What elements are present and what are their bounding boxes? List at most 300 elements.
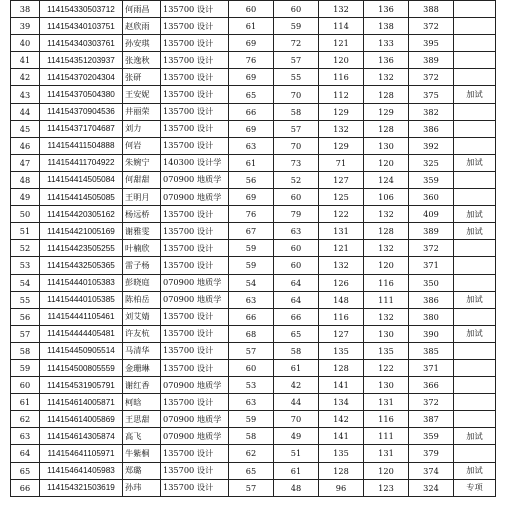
table-row [11, 342, 496, 359]
score-4-cell: 136 [364, 1, 409, 18]
table-row [11, 479, 496, 496]
score-4-cell: 128 [364, 120, 409, 137]
score-3-cell: 141 [319, 428, 364, 445]
table-row [11, 154, 496, 171]
note-cell [454, 18, 496, 35]
score-3-cell: 120 [319, 52, 364, 69]
student-name-cell: 陈柏岳 [123, 291, 161, 308]
score-2-cell: 73 [274, 154, 319, 171]
score-2-cell: 64 [274, 291, 319, 308]
exam-id-cell: 114154351203937 [40, 52, 123, 69]
note-cell: 加试 [454, 428, 496, 445]
score-2-cell: 60 [274, 240, 319, 257]
total-score-cell: 372 [409, 69, 454, 86]
student-name-cell: 王思甜 [123, 411, 161, 428]
row-number-cell: 60 [11, 377, 40, 394]
score-3-cell: 134 [319, 394, 364, 411]
total-score-cell: 360 [409, 189, 454, 206]
student-name-cell: 杨远桥 [123, 206, 161, 223]
student-name-cell: 赵欣雨 [123, 18, 161, 35]
exam-id-cell: 114154614005869 [40, 411, 123, 428]
score-1-cell: 56 [229, 171, 274, 188]
score-1-cell: 54 [229, 274, 274, 291]
score-2-cell: 61 [274, 359, 319, 376]
total-score-cell: 409 [409, 206, 454, 223]
major-cell: 135700 设计 [161, 103, 229, 120]
score-2-cell: 79 [274, 206, 319, 223]
student-name-cell: 叶楠欣 [123, 240, 161, 257]
table-row [11, 86, 496, 103]
row-number-cell: 66 [11, 479, 40, 496]
score-1-cell: 76 [229, 52, 274, 69]
score-2-cell: 58 [274, 103, 319, 120]
student-name-cell: 牛紫桐 [123, 445, 161, 462]
table-row [11, 428, 496, 445]
exam-id-cell: 114154370204304 [40, 69, 123, 86]
score-4-cell: 130 [364, 325, 409, 342]
exam-id-cell: 114154411704922 [40, 154, 123, 171]
note-cell: 加试 [454, 291, 496, 308]
total-score-cell: 389 [409, 223, 454, 240]
table-row [11, 137, 496, 154]
score-4-cell: 128 [364, 86, 409, 103]
score-2-cell: 58 [274, 342, 319, 359]
exam-id-cell: 114154421005169 [40, 223, 123, 240]
score-2-cell: 51 [274, 445, 319, 462]
major-cell: 070900 地质学 [161, 189, 229, 206]
score-3-cell: 116 [319, 69, 364, 86]
score-3-cell: 121 [319, 240, 364, 257]
score-1-cell: 62 [229, 445, 274, 462]
score-4-cell: 135 [364, 342, 409, 359]
exam-id-cell: 114154432505365 [40, 257, 123, 274]
note-cell [454, 411, 496, 428]
major-cell: 070900 地质学 [161, 291, 229, 308]
score-1-cell: 65 [229, 86, 274, 103]
table-row [11, 325, 496, 342]
student-name-cell: 张研 [123, 69, 161, 86]
row-number-cell: 59 [11, 359, 40, 376]
table-row [11, 120, 496, 137]
note-cell [454, 189, 496, 206]
note-cell [454, 1, 496, 18]
exam-id-cell: 114154340303761 [40, 35, 123, 52]
student-name-cell: 刘力 [123, 120, 161, 137]
score-4-cell: 136 [364, 52, 409, 69]
note-cell [454, 257, 496, 274]
total-score-cell: 371 [409, 257, 454, 274]
total-score-cell: 386 [409, 120, 454, 137]
note-cell: 加试 [454, 462, 496, 479]
student-name-cell: 雷子杨 [123, 257, 161, 274]
score-2-cell: 42 [274, 377, 319, 394]
row-number-cell: 51 [11, 223, 40, 240]
score-3-cell: 132 [319, 1, 364, 18]
score-4-cell: 132 [364, 308, 409, 325]
row-number-cell: 45 [11, 120, 40, 137]
score-2-cell: 65 [274, 325, 319, 342]
total-score-cell: 359 [409, 428, 454, 445]
row-number-cell: 46 [11, 137, 40, 154]
row-number-cell: 52 [11, 240, 40, 257]
table-row [11, 411, 496, 428]
row-number-cell: 49 [11, 189, 40, 206]
student-name-cell: 井丽荣 [123, 103, 161, 120]
row-number-cell: 62 [11, 411, 40, 428]
score-1-cell: 63 [229, 291, 274, 308]
score-3-cell: 127 [319, 325, 364, 342]
note-cell [454, 103, 496, 120]
major-cell: 070900 地质学 [161, 411, 229, 428]
exam-id-cell: 114154420305162 [40, 206, 123, 223]
student-name-cell: 郑璐 [123, 462, 161, 479]
score-table [10, 0, 496, 497]
note-cell [454, 308, 496, 325]
score-2-cell: 57 [274, 52, 319, 69]
row-number-cell: 43 [11, 86, 40, 103]
exam-id-cell: 114154370904536 [40, 103, 123, 120]
row-number-cell: 39 [11, 18, 40, 35]
score-3-cell: 132 [319, 120, 364, 137]
exam-id-cell: 114154440105383 [40, 274, 123, 291]
major-cell: 135700 设计 [161, 479, 229, 496]
score-1-cell: 57 [229, 342, 274, 359]
exam-id-cell: 114154500805559 [40, 359, 123, 376]
row-number-cell: 65 [11, 462, 40, 479]
student-name-cell: 谢红香 [123, 377, 161, 394]
note-cell: 加试 [454, 86, 496, 103]
score-3-cell: 126 [319, 274, 364, 291]
total-score-cell: 371 [409, 359, 454, 376]
score-1-cell: 69 [229, 189, 274, 206]
score-4-cell: 132 [364, 206, 409, 223]
score-4-cell: 124 [364, 171, 409, 188]
score-3-cell: 71 [319, 154, 364, 171]
note-cell: 加试 [454, 154, 496, 171]
total-score-cell: 350 [409, 274, 454, 291]
score-2-cell: 60 [274, 257, 319, 274]
table-row [11, 1, 496, 18]
score-3-cell: 131 [319, 223, 364, 240]
score-3-cell: 129 [319, 103, 364, 120]
score-4-cell: 122 [364, 359, 409, 376]
exam-id-cell: 114154411504888 [40, 137, 123, 154]
major-cell: 135700 设计 [161, 52, 229, 69]
table-row [11, 189, 496, 206]
total-score-cell: 372 [409, 394, 454, 411]
note-cell: 加试 [454, 223, 496, 240]
student-name-cell: 孙玮 [123, 479, 161, 496]
exam-id-cell: 114154330503712 [40, 1, 123, 18]
score-1-cell: 59 [229, 240, 274, 257]
score-4-cell: 116 [364, 274, 409, 291]
score-1-cell: 69 [229, 69, 274, 86]
score-3-cell: 112 [319, 86, 364, 103]
table-row [11, 308, 496, 325]
student-name-cell: 金珊琳 [123, 359, 161, 376]
score-2-cell: 49 [274, 428, 319, 445]
score-1-cell: 61 [229, 18, 274, 35]
score-2-cell: 60 [274, 1, 319, 18]
score-3-cell: 135 [319, 342, 364, 359]
score-1-cell: 66 [229, 103, 274, 120]
score-1-cell: 63 [229, 137, 274, 154]
score-3-cell: 129 [319, 137, 364, 154]
score-3-cell: 122 [319, 206, 364, 223]
note-cell [454, 274, 496, 291]
score-4-cell: 132 [364, 240, 409, 257]
table-row [11, 445, 496, 462]
student-name-cell: 刘艾婧 [123, 308, 161, 325]
row-number-cell: 53 [11, 257, 40, 274]
total-score-cell: 372 [409, 18, 454, 35]
score-2-cell: 72 [274, 35, 319, 52]
major-cell: 070900 地质学 [161, 274, 229, 291]
score-1-cell: 57 [229, 479, 274, 496]
major-cell: 135700 设计 [161, 18, 229, 35]
student-name-cell: 彭晓庭 [123, 274, 161, 291]
note-cell [454, 445, 496, 462]
row-number-cell: 64 [11, 445, 40, 462]
note-cell [454, 342, 496, 359]
score-3-cell: 121 [319, 35, 364, 52]
table-row [11, 359, 496, 376]
major-cell: 140300 设计学 [161, 154, 229, 171]
total-score-cell: 324 [409, 479, 454, 496]
score-2-cell: 70 [274, 86, 319, 103]
total-score-cell: 387 [409, 411, 454, 428]
score-1-cell: 65 [229, 462, 274, 479]
total-score-cell: 392 [409, 137, 454, 154]
table-row [11, 103, 496, 120]
table-row [11, 462, 496, 479]
score-1-cell: 76 [229, 206, 274, 223]
table-row [11, 171, 496, 188]
total-score-cell: 325 [409, 154, 454, 171]
score-1-cell: 60 [229, 359, 274, 376]
note-cell [454, 377, 496, 394]
major-cell: 135700 设计 [161, 69, 229, 86]
score-1-cell: 60 [229, 1, 274, 18]
student-name-cell: 高飞 [123, 428, 161, 445]
exam-id-cell: 114154641105971 [40, 445, 123, 462]
row-number-cell: 42 [11, 69, 40, 86]
score-3-cell: 128 [319, 359, 364, 376]
note-cell [454, 137, 496, 154]
student-name-cell: 许友杭 [123, 325, 161, 342]
score-1-cell: 69 [229, 35, 274, 52]
total-score-cell: 386 [409, 291, 454, 308]
table-row [11, 223, 496, 240]
major-cell: 135700 设计 [161, 257, 229, 274]
score-4-cell: 123 [364, 479, 409, 496]
major-cell: 135700 设计 [161, 394, 229, 411]
student-name-cell: 何甜甜 [123, 171, 161, 188]
score-4-cell: 128 [364, 223, 409, 240]
note-cell [454, 171, 496, 188]
score-4-cell: 132 [364, 69, 409, 86]
score-4-cell: 106 [364, 189, 409, 206]
exam-id-cell: 114154370504380 [40, 86, 123, 103]
score-4-cell: 130 [364, 377, 409, 394]
score-4-cell: 111 [364, 291, 409, 308]
score-3-cell: 141 [319, 377, 364, 394]
score-4-cell: 116 [364, 411, 409, 428]
score-4-cell: 133 [364, 35, 409, 52]
table-row [11, 394, 496, 411]
table-row [11, 69, 496, 86]
note-cell: 加试 [454, 325, 496, 342]
total-score-cell: 388 [409, 1, 454, 18]
score-3-cell: 128 [319, 462, 364, 479]
exam-id-cell: 114154614005871 [40, 394, 123, 411]
score-2-cell: 70 [274, 137, 319, 154]
score-1-cell: 53 [229, 377, 274, 394]
score-2-cell: 60 [274, 189, 319, 206]
score-3-cell: 142 [319, 411, 364, 428]
note-cell: 专项 [454, 479, 496, 496]
score-4-cell: 130 [364, 137, 409, 154]
score-2-cell: 61 [274, 462, 319, 479]
student-name-cell: 何岩 [123, 137, 161, 154]
exam-id-cell: 114154441105461 [40, 308, 123, 325]
student-name-cell: 朱婉宁 [123, 154, 161, 171]
major-cell: 135700 设计 [161, 445, 229, 462]
table-row [11, 291, 496, 308]
major-cell: 070900 地质学 [161, 428, 229, 445]
score-1-cell: 66 [229, 308, 274, 325]
score-3-cell: 148 [319, 291, 364, 308]
exam-id-cell: 114154531905791 [40, 377, 123, 394]
score-1-cell: 61 [229, 154, 274, 171]
total-score-cell: 359 [409, 171, 454, 188]
score-1-cell: 67 [229, 223, 274, 240]
table-row [11, 18, 496, 35]
note-cell [454, 52, 496, 69]
score-2-cell: 66 [274, 308, 319, 325]
major-cell: 135700 设计 [161, 342, 229, 359]
score-4-cell: 120 [364, 257, 409, 274]
score-3-cell: 125 [319, 189, 364, 206]
major-cell: 135700 设计 [161, 35, 229, 52]
score-3-cell: 127 [319, 171, 364, 188]
exam-id-cell: 114154444405481 [40, 325, 123, 342]
row-number-cell: 55 [11, 291, 40, 308]
major-cell: 135700 设计 [161, 137, 229, 154]
student-name-cell: 何雨昌 [123, 1, 161, 18]
total-score-cell: 375 [409, 86, 454, 103]
exam-id-cell: 114154414505085 [40, 189, 123, 206]
student-name-cell: 王安妮 [123, 86, 161, 103]
note-cell [454, 394, 496, 411]
score-4-cell: 120 [364, 462, 409, 479]
total-score-cell: 389 [409, 52, 454, 69]
major-cell: 135700 设计 [161, 206, 229, 223]
exam-id-cell: 114154440105385 [40, 291, 123, 308]
table-body [11, 1, 496, 497]
row-number-cell: 48 [11, 171, 40, 188]
row-number-cell: 57 [11, 325, 40, 342]
note-cell [454, 120, 496, 137]
score-4-cell: 129 [364, 103, 409, 120]
note-cell [454, 69, 496, 86]
table-row [11, 52, 496, 69]
row-number-cell: 61 [11, 394, 40, 411]
score-1-cell: 68 [229, 325, 274, 342]
total-score-cell: 379 [409, 445, 454, 462]
row-number-cell: 40 [11, 35, 40, 52]
row-number-cell: 44 [11, 103, 40, 120]
exam-id-cell: 114154414505084 [40, 171, 123, 188]
row-number-cell: 56 [11, 308, 40, 325]
major-cell: 135700 设计 [161, 240, 229, 257]
student-name-cell: 张逸秋 [123, 52, 161, 69]
table-row [11, 274, 496, 291]
total-score-cell: 372 [409, 240, 454, 257]
score-3-cell: 96 [319, 479, 364, 496]
total-score-cell: 385 [409, 342, 454, 359]
score-2-cell: 52 [274, 171, 319, 188]
exam-id-cell: 114154371704687 [40, 120, 123, 137]
score-1-cell: 69 [229, 120, 274, 137]
score-3-cell: 114 [319, 18, 364, 35]
note-cell [454, 359, 496, 376]
student-name-cell: 王明月 [123, 189, 161, 206]
row-number-cell: 47 [11, 154, 40, 171]
table-row [11, 35, 496, 52]
score-4-cell: 131 [364, 445, 409, 462]
score-2-cell: 59 [274, 18, 319, 35]
total-score-cell: 390 [409, 325, 454, 342]
total-score-cell: 395 [409, 35, 454, 52]
total-score-cell: 380 [409, 308, 454, 325]
student-name-cell: 谢雅雯 [123, 223, 161, 240]
exam-id-cell: 114154641405983 [40, 462, 123, 479]
student-name-cell: 马清华 [123, 342, 161, 359]
major-cell: 070900 地质学 [161, 377, 229, 394]
table-row [11, 206, 496, 223]
score-2-cell: 44 [274, 394, 319, 411]
major-cell: 135700 设计 [161, 308, 229, 325]
exam-id-cell: 114154340103751 [40, 18, 123, 35]
score-3-cell: 132 [319, 257, 364, 274]
total-score-cell: 374 [409, 462, 454, 479]
major-cell: 135700 设计 [161, 462, 229, 479]
score-1-cell: 58 [229, 428, 274, 445]
major-cell: 135700 设计 [161, 120, 229, 137]
row-number-cell: 50 [11, 206, 40, 223]
score-4-cell: 131 [364, 394, 409, 411]
row-number-cell: 41 [11, 52, 40, 69]
total-score-cell: 366 [409, 377, 454, 394]
major-cell: 135700 设计 [161, 1, 229, 18]
row-number-cell: 54 [11, 274, 40, 291]
note-cell [454, 35, 496, 52]
major-cell: 135700 设计 [161, 325, 229, 342]
note-cell [454, 240, 496, 257]
score-4-cell: 120 [364, 154, 409, 171]
major-cell: 135700 设计 [161, 359, 229, 376]
exam-id-cell: 114154614305874 [40, 428, 123, 445]
score-3-cell: 116 [319, 308, 364, 325]
major-cell: 135700 设计 [161, 223, 229, 240]
score-2-cell: 70 [274, 411, 319, 428]
exam-id-cell: 114154423505255 [40, 240, 123, 257]
row-number-cell: 38 [11, 1, 40, 18]
score-4-cell: 138 [364, 18, 409, 35]
score-1-cell: 59 [229, 257, 274, 274]
score-2-cell: 57 [274, 120, 319, 137]
